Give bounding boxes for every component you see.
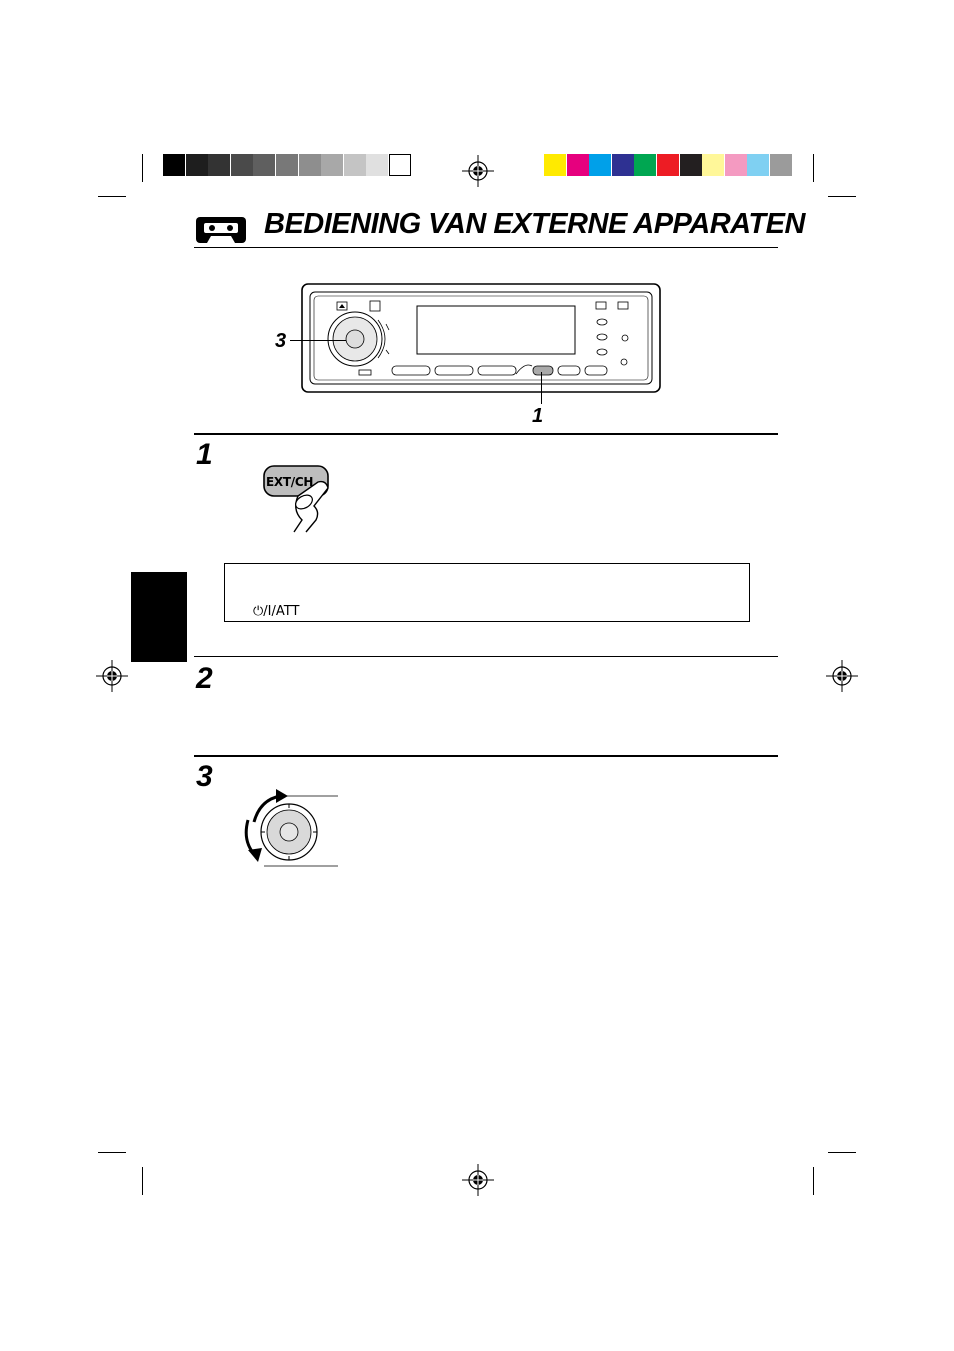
callout-leader-button (541, 372, 542, 404)
note-box (224, 563, 750, 622)
color-swatch (725, 154, 747, 176)
ext-ch-button-press-illustration (258, 462, 338, 534)
registration-target-top (462, 155, 494, 187)
step-1-divider (194, 433, 778, 435)
registration-target-bottom (462, 1164, 494, 1196)
color-swatch (657, 154, 679, 176)
color-swatch (253, 154, 275, 176)
color-swatch (163, 154, 185, 176)
control-dial-rotate-illustration (238, 786, 342, 870)
color-swatch (567, 154, 589, 176)
page-title: BEDIENING VAN EXTERNE APPARATEN (264, 208, 805, 240)
color-swatch (747, 154, 769, 176)
trim-mark (813, 1167, 814, 1195)
trim-mark (142, 154, 143, 182)
color-swatch (299, 154, 321, 176)
trim-mark (98, 1152, 126, 1153)
color-swatch (276, 154, 298, 176)
title-underline (194, 247, 778, 248)
step-2-number: 2 (196, 662, 213, 695)
color-swatch (321, 154, 343, 176)
registration-target-right (826, 660, 858, 692)
color-swatch (589, 154, 611, 176)
car-stereo-illustration (300, 282, 662, 394)
color-swatch (680, 154, 702, 176)
step-3-divider (194, 755, 778, 757)
trim-mark (828, 1152, 856, 1153)
color-swatch (366, 154, 388, 176)
callout-knob: 3 (275, 330, 287, 352)
color-swatch (186, 154, 208, 176)
cassette-icon (195, 216, 247, 246)
att-button-label: ⏻/I/ATT (253, 604, 300, 619)
language-side-tab (131, 572, 187, 662)
step-2-divider (194, 656, 778, 657)
trim-mark (813, 154, 814, 182)
registration-target-left (96, 660, 128, 692)
callout-button: 1 (532, 405, 544, 427)
trim-mark (828, 196, 856, 197)
color-swatch (770, 154, 792, 176)
step-1-number: 1 (196, 438, 213, 471)
color-swatch (344, 154, 366, 176)
trim-mark (98, 196, 126, 197)
callout-leader-knob (290, 340, 346, 341)
color-swatch (544, 154, 566, 176)
color-swatch (208, 154, 230, 176)
ext-ch-button-label: EXT/CH (266, 475, 314, 489)
color-swatch (634, 154, 656, 176)
color-swatch (702, 154, 724, 176)
color-swatch (389, 154, 411, 176)
trim-mark (142, 1167, 143, 1195)
color-swatch (231, 154, 253, 176)
color-swatch (612, 154, 634, 176)
step-3-number: 3 (196, 760, 213, 793)
